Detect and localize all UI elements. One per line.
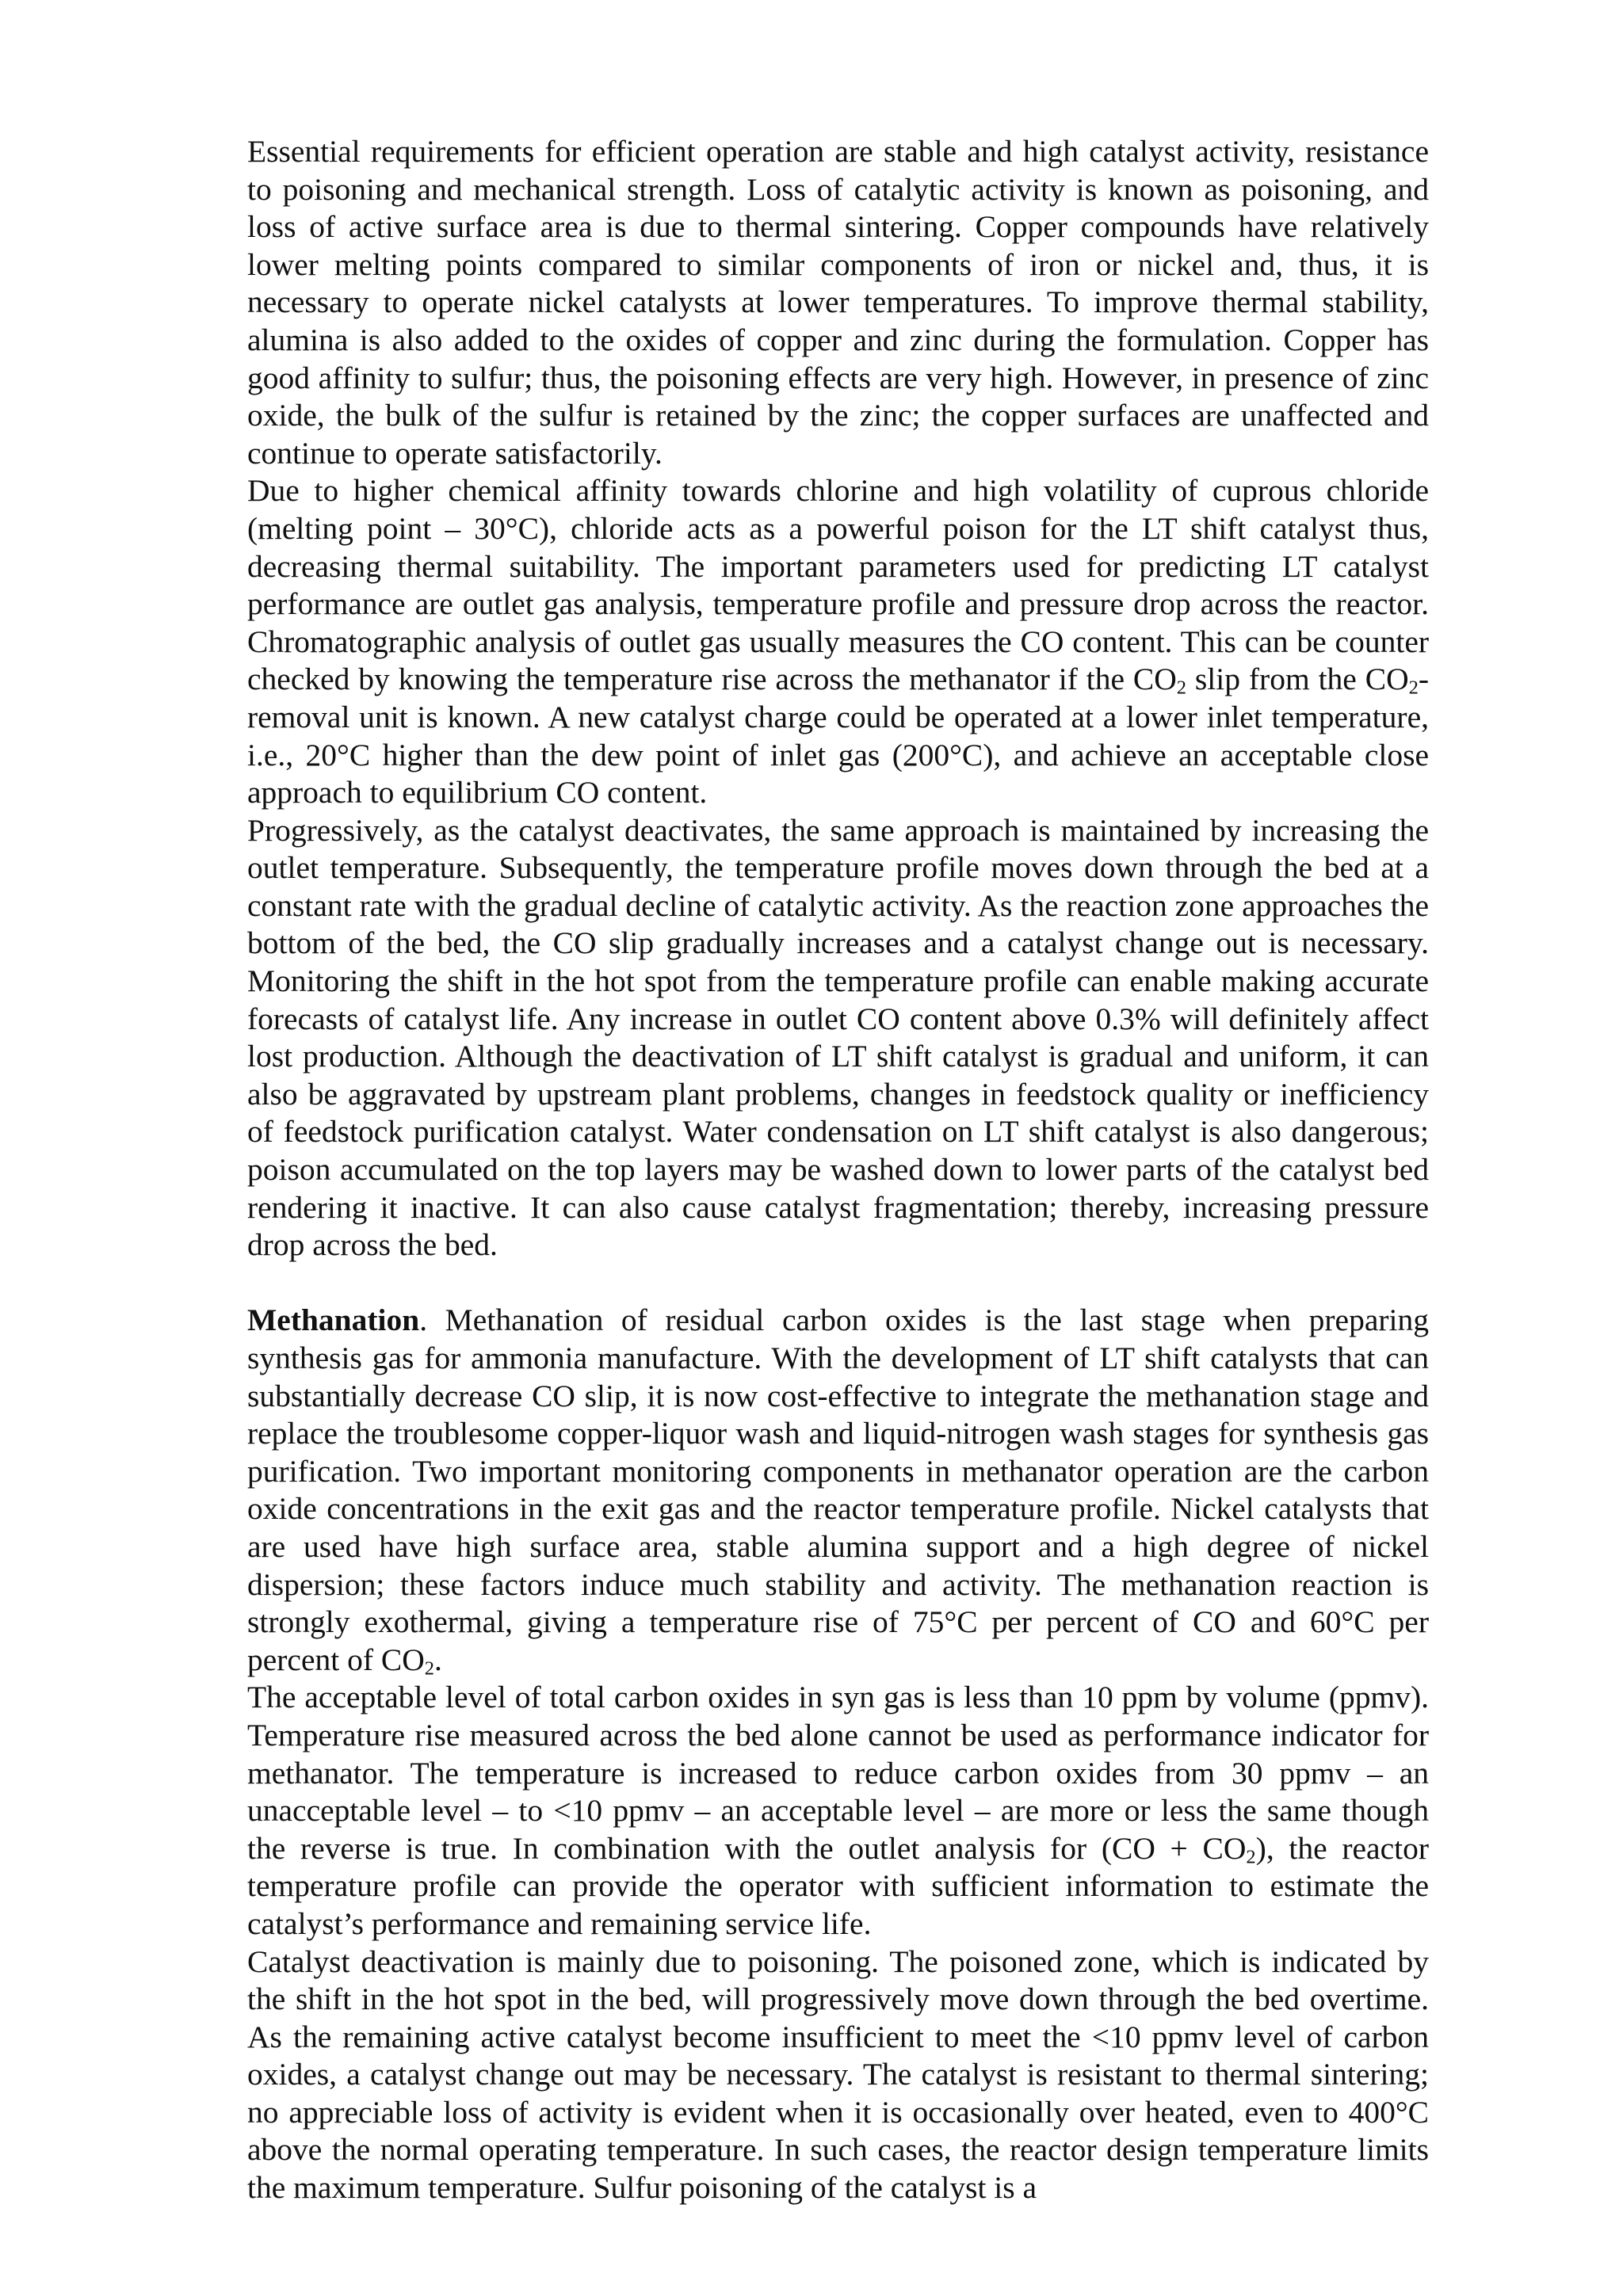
text-run: Progressively, as the catalyst deactivates, the same approach is maintained by increasing the outlet temperature. Subsequently, the temperature profile moves down through the bed at a constant rate with the gradual decline of catalytic activity. As the reaction zone approaches the bottom of the bed, the CO slip gradually increases and a catalyst change out is necessary. Monitoring the shift in the hot spot from the temperature profile can enable making accurate forecasts of catalyst life. Any increase in outlet CO content above 0.3% will definitely affect lost production. Although the deactivation of LT shift catalyst is gradual and uniform, it can also be aggravated by upstream plant problems, changes in feedstock quality or inefficiency of feedstock purification catalyst. Water condensation on LT shift catalyst is also dangerous; poison accumulated on the top layers may be washed down to lower parts of the catalyst bed rendering it inactive. It can also cause catalyst fragmentation; thereby, increasing pressure drop across the bed. — [247, 812, 1429, 1263]
text-run: Due to higher chemical affinity towards chlorine and high volatility of cuprous chloride (melting point – 30°C), chloride acts as a powerful poison for the LT shift catalyst thus, decreasing thermal suitability. The important parameters used for predicting LT catalyst performance are outlet gas analysis, temperature profile and pressure drop across the reactor. Chromatographic analysis of outlet gas usually measures the CO content. This can be counter checked by knowing the temperature rise across the methanator if the CO — [247, 473, 1429, 697]
text-run: Catalyst deactivation is mainly due to poisoning. The poisoned zone, which is indicated by the shift in the hot spot in the bed, will progressively move down through the bed overtime. As the remaining active catalyst become insufficient to meet the <10 ppmv level of carbon oxides, a catalyst change out may be necessary. The catalyst is resistant to thermal sintering; no appreciable loss of activity is evident when it is occasionally over heated, even to 400°C above the normal operating temperature. In such cases, the reactor design temperature limits the maximum temperature. Sulfur poisoning of the catalyst is a — [247, 1943, 1429, 2206]
paragraph-p1 — [247, 133, 1429, 472]
paragraph-p2 — [247, 472, 1429, 811]
subscript: 2 — [1176, 677, 1187, 699]
subscript: 2 — [1246, 1846, 1256, 1868]
paragraph-p3 — [247, 812, 1429, 1264]
text-run: Essential requirements for efficient operation are stable and high catalyst activity, resistance to poisoning and mechanical strength. Loss of catalytic activity is known as poisoning, and loss of active surface area is due to thermal sintering. Copper compounds have relatively lower melting points compared to similar components of iron or nickel and, thus, it is necessary to operate nickel catalysts at lower temperatures. To improve thermal stability, alumina is also added to the oxides of copper and zinc during the formulation. Copper has good affinity to sulfur; thus, the poisoning effects are very high. However, in presence of zinc oxide, the bulk of the sulfur is retained by the zinc; the copper surfaces are unaffected and continue to operate satisfactorily. — [247, 134, 1429, 471]
text-run: The acceptable level of total carbon oxides in syn gas is less than 10 ppm by volume (ppmv). Temperature rise measured across the bed alone cannot be used as performance indicator for methanator. The temperature is increased to reduce carbon oxides from 30 ppmv – an unacceptable level – to <10 ppmv – an acceptable level – are more or less the same though the reverse is true. In combination with the outlet analysis for (CO + CO — [247, 1680, 1429, 1866]
body-text — [247, 133, 1429, 2207]
text-run: . Methanation of residual carbon oxides is the last stage when preparing synthesis gas for ammonia manufacture. With the development of LT shift catalysts that can substantially decrease CO slip, it is now cost-effective to integrate the methanation stage and replace the troublesome copper-liquor wash and liquid-nitrogen wash stages for synthesis gas purification. Two important monitoring components in methanator operation are the carbon oxide concentrations in the exit gas and the reactor temperature profile. Nickel catalysts that are used have high surface area, stable alumina support and a high degree of nickel dispersion; these factors induce much stability and activity. The methanation reaction is strongly exothermal, giving a temperature rise of 75°C per percent of CO and 60°C per percent of CO — [247, 1302, 1429, 1677]
paragraph-gap — [247, 1264, 1429, 1302]
document-page — [247, 133, 1429, 2207]
text-run: . — [434, 1642, 442, 1677]
text-run: ), the reactor temperature profile can provide the operator with sufficient information to estimate the catalyst’s performance and remaining service life. — [247, 1830, 1430, 1941]
subscript: 2 — [424, 1657, 434, 1680]
section-heading: Methanation — [247, 1302, 420, 1338]
text-run: -removal unit is known. A new catalyst charge could be operated at a lower inlet temperature, i.e., 20°C higher than the dew point of inlet gas (200°C), and achieve an acceptable close approach to equilibrium CO content. — [247, 662, 1430, 810]
paragraph-p6 — [247, 1943, 1429, 2207]
subscript: 2 — [1408, 677, 1419, 699]
paragraph-p4 — [247, 1302, 1429, 1679]
text-run: slip from the CO — [1186, 662, 1409, 697]
paragraph-p5 — [247, 1679, 1429, 1943]
